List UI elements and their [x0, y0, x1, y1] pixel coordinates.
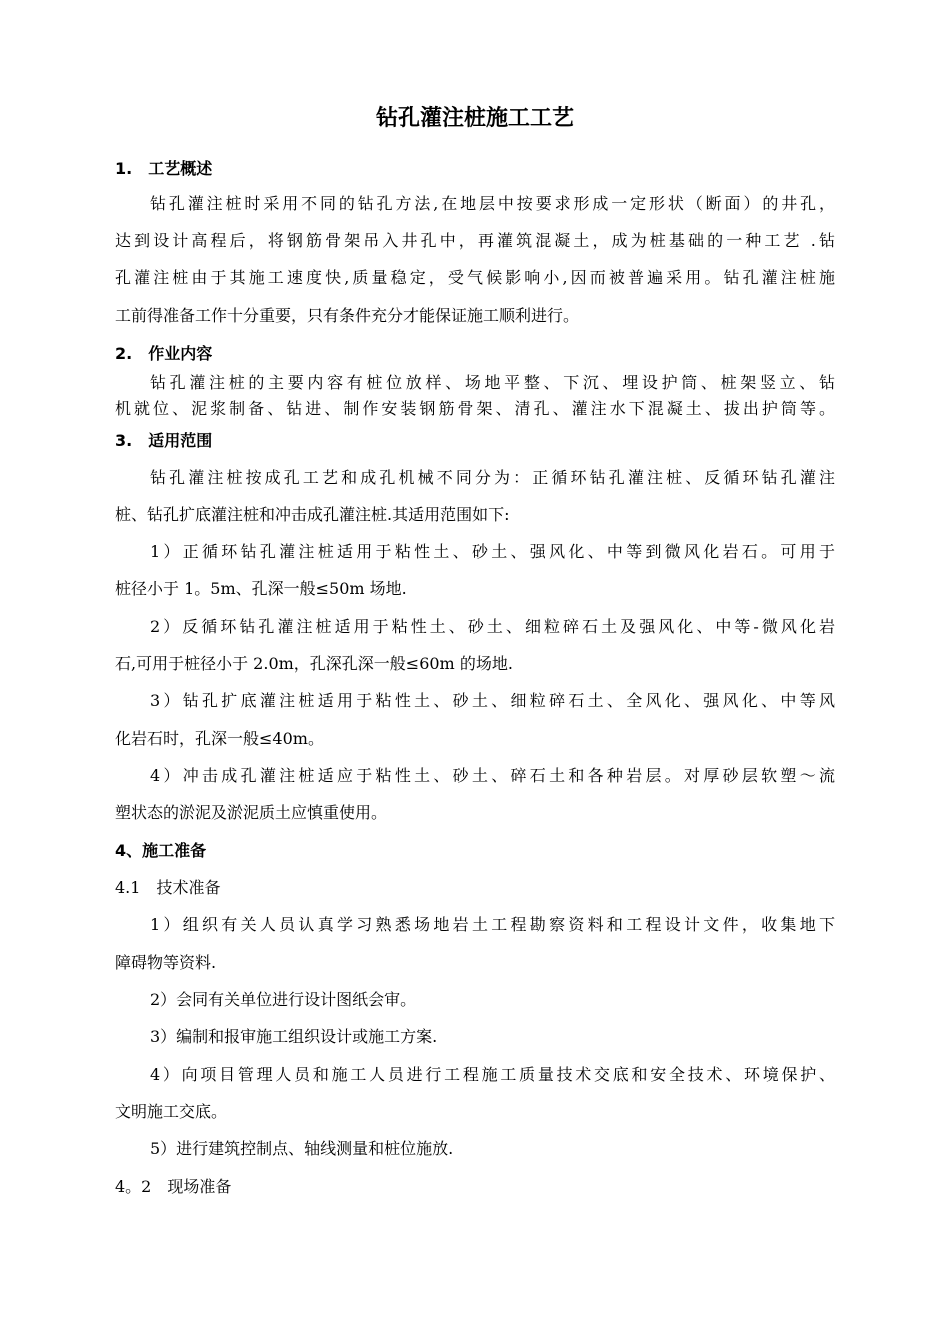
section-3-line: 桩、钻孔扩底灌注桩和冲击成孔灌注桩.其适用范围如下: — [115, 505, 510, 524]
section-3-line: 4）冲击成孔灌注桩适应于粘性土、砂土、碎石土和各种岩层。对厚砂层软塑～流 — [150, 766, 835, 785]
section-2-line: 钻孔灌注桩的主要内容有桩位放样、场地平整、下沉、埋设护筒、桩架竖立、钻 — [150, 373, 835, 392]
section-3-line: 桩径小于 1。5m、孔深一般≤50m 场地. — [115, 579, 407, 598]
section-1-line: 达到设计高程后，将钢筋骨架吊入井孔中，再灌筑混凝土，成为桩基础的一种工艺 .钻 — [115, 231, 835, 250]
section-1-line: 工前得准备工作十分重要，只有条件充分才能保证施工顺利进行。 — [115, 306, 580, 325]
section-3-line: 塑状态的淤泥及淤泥质土应慎重使用。 — [115, 803, 388, 822]
section-4-line: 3）编制和报审施工组织设计或施工方案. — [150, 1027, 438, 1046]
document-title: 钻孔灌注桩施工工艺 — [375, 106, 574, 131]
subsection-4-1-heading: 4.1 技术准备 — [115, 878, 221, 897]
section-4-line: 2）会同有关单位进行设计图纸会审。 — [150, 990, 417, 1009]
section-3-line: 3）钻孔扩底灌注桩适用于粘性土、砂土、细粒碎石土、全风化、强风化、中等风 — [150, 691, 835, 710]
section-4-heading: 4、施工准备 — [115, 841, 207, 860]
subsection-4-2-heading: 4。2 现场准备 — [115, 1177, 232, 1196]
section-3-line: 石,可用于桩径小于 2.0m，孔深孔深一般≤60m 的场地. — [115, 654, 513, 673]
section-1-heading: 1. 工艺概述 — [115, 159, 213, 178]
section-2-line: 机就位、泥浆制备、钻进、制作安装钢筋骨架、清孔、灌注水下混凝土、拔出护筒等。 — [115, 399, 835, 418]
section-2-heading: 2. 作业内容 — [115, 344, 213, 363]
section-4-line: 5）进行建筑控制点、轴线测量和桩位施放. — [150, 1139, 454, 1158]
section-4-line: 文明施工交底。 — [115, 1102, 228, 1121]
section-3-line: 化岩石时，孔深一般≤40m。 — [115, 729, 324, 748]
section-3-line: 钻孔灌注桩按成孔工艺和成孔机械不同分为：正循环钻孔灌注桩、反循环钻孔灌注 — [150, 468, 835, 487]
section-3-line: 1）正循环钻孔灌注桩适用于粘性土、砂土、强风化、中等到微风化岩石。可用于 — [150, 542, 835, 561]
section-3-heading: 3. 适用范围 — [115, 431, 213, 450]
section-3-line: 2）反循环钻孔灌注桩适用于粘性土、砂土、细粒碎石土及强风化、中等-微风化岩 — [150, 617, 835, 636]
section-1-line: 钻孔灌注桩时采用不同的钻孔方法,在地层中按要求形成一定形状（断面）的井孔， — [150, 194, 835, 213]
section-4-line: 1）组织有关人员认真学习熟悉场地岩土工程勘察资料和工程设计文件，收集地下 — [150, 915, 835, 934]
section-4-line: 障碍物等资料. — [115, 953, 217, 972]
section-4-line: 4）向项目管理人员和施工人员进行工程施工质量技术交底和安全技术、环境保护、 — [150, 1065, 835, 1084]
section-1-line: 孔灌注桩由于其施工速度快,质量稳定，受气候影响小,因而被普遍采用。钻孔灌注桩施 — [115, 268, 835, 287]
